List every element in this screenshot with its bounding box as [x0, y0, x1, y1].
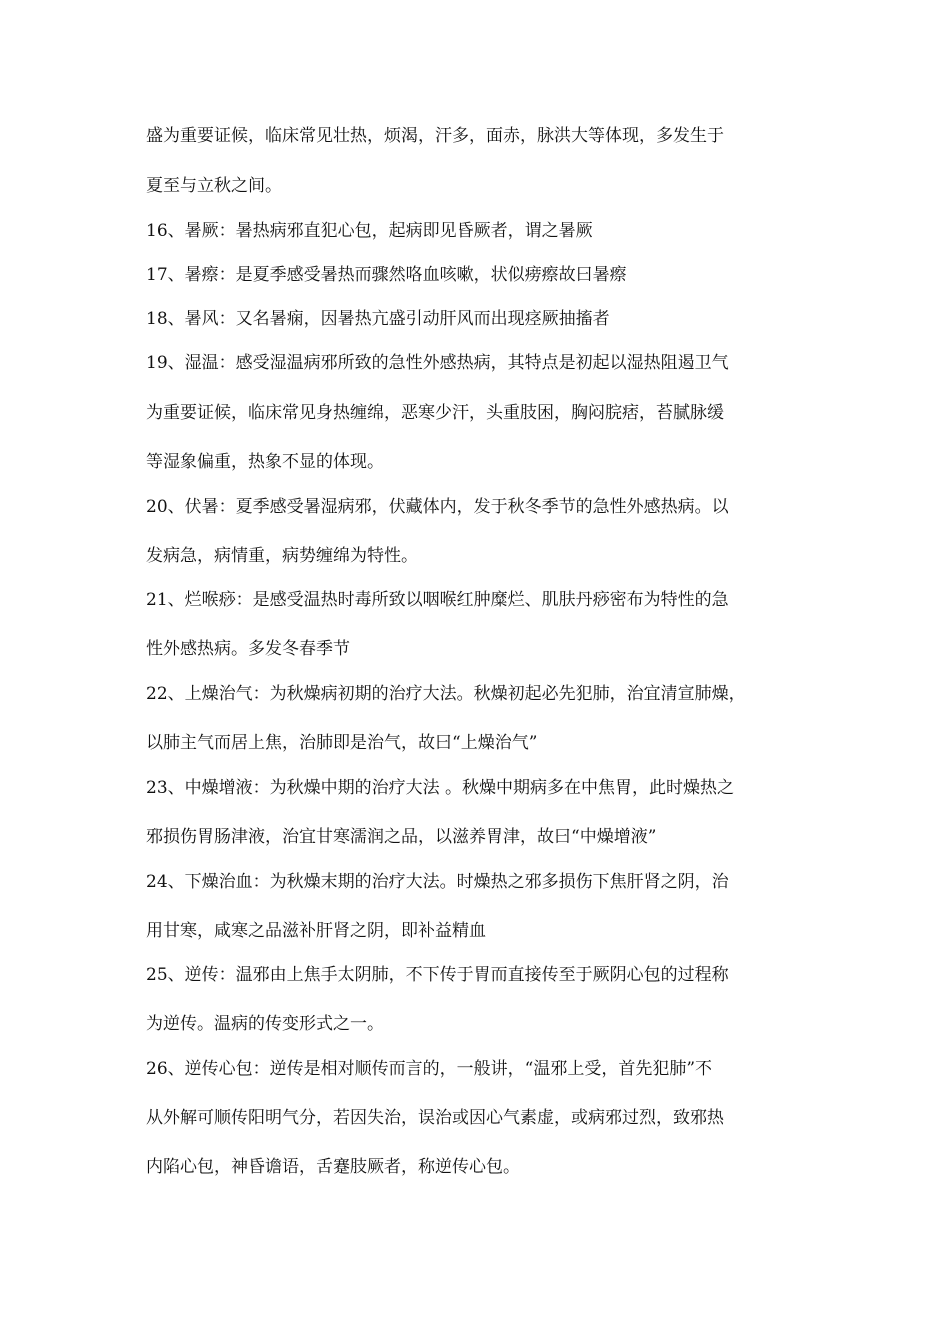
- text-line: 为重要证候，临床常见身热缠绵，恶寒少汗，头重肢困，胸闷脘痞，苔腻脉缓: [146, 403, 724, 423]
- text-line: 发病急，病情重，病势缠绵为特性。: [146, 546, 418, 566]
- text-line: 内陷心包，神昏谵语，舌蹇肢厥者，称逆传心包。: [146, 1157, 520, 1177]
- text-line: 以肺主气而居上焦，治肺即是治气，故曰“上燥治气”: [146, 733, 538, 753]
- text-line: 夏至与立秋之间。: [146, 176, 282, 196]
- text-line: 从外解可顺传阳明气分，若因失治，误治或因心气素虚，或病邪过烈，致邪热: [146, 1108, 724, 1128]
- text-line: 16、暑厥：暑热病邪直犯心包，起病即见昏厥者，谓之暑厥: [146, 221, 593, 241]
- text-line: 26、逆传心包：逆传是相对顺传而言的，一般讲，“温邪上受，首先犯肺”不: [146, 1059, 713, 1079]
- text-line: 23、中燥增液：为秋燥中期的治疗大法 。秋燥中期病多在中焦胃，此时燥热之: [146, 778, 735, 798]
- text-line: 20、伏暑：夏季感受暑湿病邪，伏藏体内，发于秋冬季节的急性外感热病。以: [146, 497, 729, 517]
- text-line: 25、逆传：温邪由上焦手太阴肺，不下传于胃而直接传至于厥阴心包的过程称: [146, 965, 729, 985]
- text-line: 18、暑风：又名暑痫，因暑热亢盛引动肝风而出现痉厥抽搐者: [146, 309, 610, 329]
- text-line: 等湿象偏重，热象不显的体现。: [146, 452, 384, 472]
- text-line: 21、烂喉痧：是感受温热时毒所致以咽喉红肿糜烂、肌肤丹痧密布为特性的急: [146, 590, 729, 610]
- text-line: 为逆传。温病的传变形式之一。: [146, 1014, 384, 1034]
- text-line: 性外感热病。多发冬春季节: [146, 639, 350, 659]
- text-line: 22、上燥治气：为秋燥病初期的治疗大法。秋燥初起必先犯肺，治宜清宣肺燥，: [146, 684, 746, 704]
- text-line: 19、湿温：感受湿温病邪所致的急性外感热病，其特点是初起以湿热阻遏卫气: [146, 353, 729, 373]
- text-line: 24、下燥治血：为秋燥末期的治疗大法。时燥热之邪多损伤下焦肝肾之阴，治: [146, 872, 729, 892]
- text-line: 用甘寒，咸寒之品滋补肝肾之阴，即补益精血: [146, 921, 486, 941]
- text-line: 17、暑瘵：是夏季感受暑热而骤然咯血咳嗽，状似痨瘵故曰暑瘵: [146, 265, 627, 285]
- text-line: 邪损伤胃肠津液，治宜甘寒濡润之品，以滋养胃津，故曰“中燥增液”: [146, 827, 657, 847]
- text-line: 盛为重要证候，临床常见壮热，烦渴，汗多，面赤，脉洪大等体现，多发生于: [146, 126, 724, 146]
